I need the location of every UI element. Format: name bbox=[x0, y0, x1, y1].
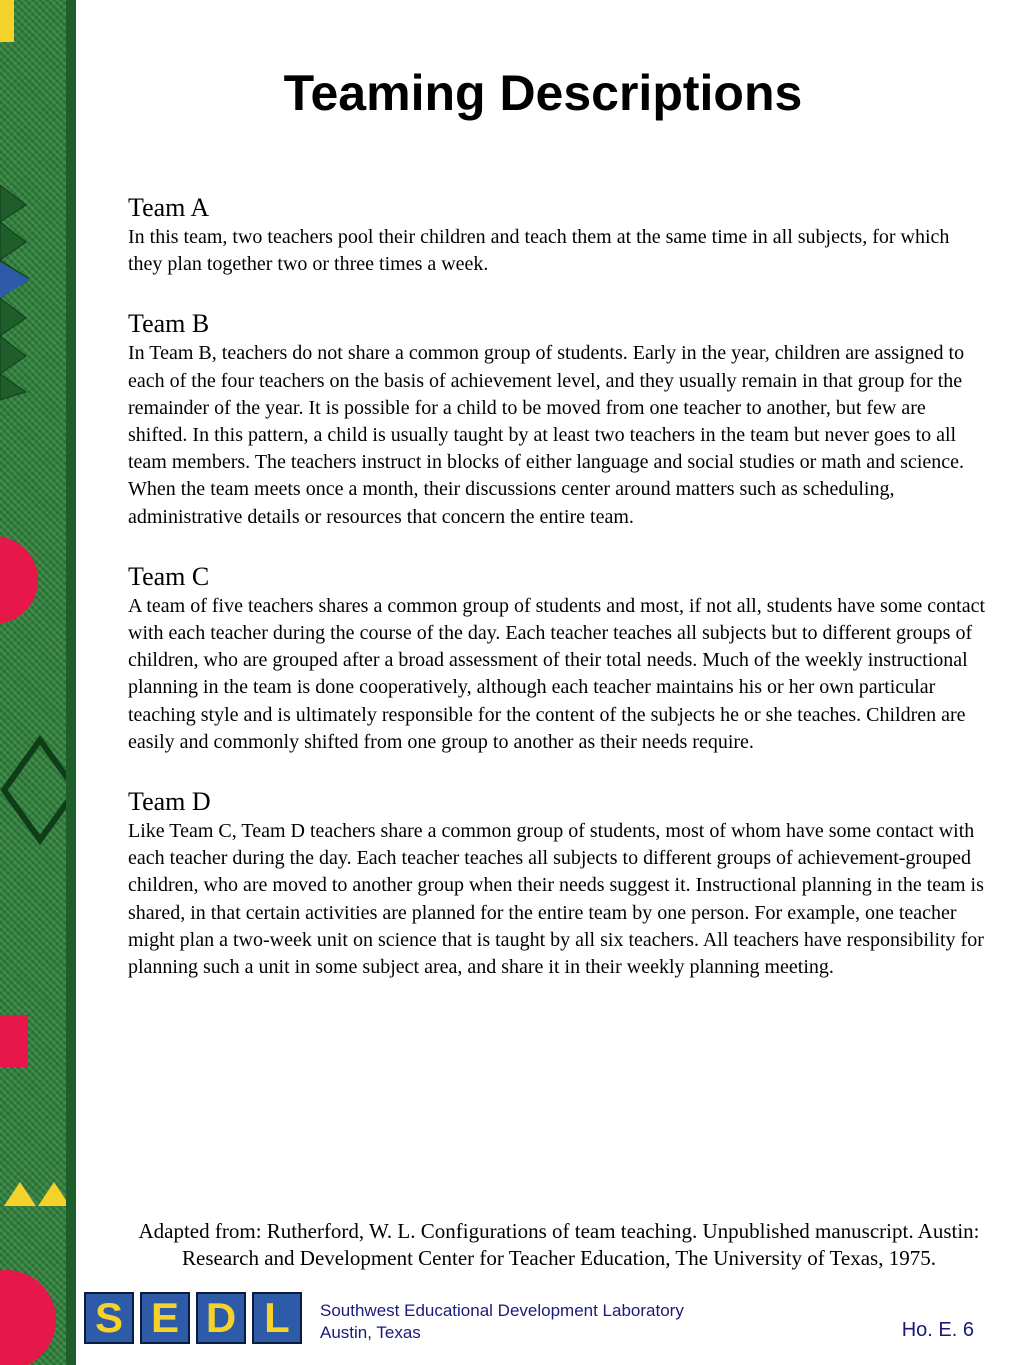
organization-info bbox=[320, 1300, 684, 1344]
citation: Adapted from: Rutherford, W. L. Configurations of team teaching. Unpublished manuscript. Austin: Research and Development Center for Teacher Education, The University of Texas, 1975. bbox=[138, 1219, 980, 1270]
sedl-logo bbox=[84, 1292, 304, 1348]
organization-location: Austin, Texas bbox=[320, 1323, 421, 1342]
team-heading: Team C bbox=[128, 561, 210, 591]
logo-letter: L bbox=[252, 1292, 302, 1344]
decorative-shapes bbox=[0, 0, 76, 1365]
sidebar-stripe bbox=[66, 0, 76, 1365]
team-descriptions bbox=[128, 192, 986, 1011]
team-section bbox=[128, 786, 986, 981]
yellow-triangle-1 bbox=[4, 1182, 36, 1206]
team-heading: Team B bbox=[128, 309, 210, 339]
red-circle-large bbox=[0, 536, 38, 624]
logo-letter: D bbox=[196, 1292, 246, 1344]
team-section bbox=[128, 192, 986, 278]
team-description: In this team, two teachers pool their children and teach them at the same time in all subjects, for which they plan together two or three times a week. bbox=[128, 226, 950, 276]
team-section bbox=[128, 308, 986, 530]
red-square bbox=[0, 1015, 28, 1067]
team-description: Like Team C, Team D teachers share a common group of students, most of whom have some contact with each teacher during the day. Each teacher teaches all subjects to different groups of achievement-grouped children, who are moved to another group when their needs suggest it. Instructional planning in the team is shared, in that certain activities are planned for the entire team by one person. For example, one teacher might plan a two-week unit on science that is taught by all six teachers. All teachers have responsibility for planning such a unit in some subject area, and share it in their weekly planning meeting. bbox=[128, 820, 984, 979]
team-description: In Team B, teachers do not share a common group of students. Early in the year, children are assigned to each of the four teachers on the basis of achievement level, and they usually remain in that group for the remainder of the year. It is possible for a child to be moved from one teacher to another, but few are shifted. In this pattern, a child is usually taught by at least two teachers in the team but never goes to all team members. The teachers instruct in blocks of either language and social studies or math and science. When the team meets once a month, their discussions center around matters such as scheduling, administrative details or resources that concern the entire team. bbox=[128, 342, 965, 528]
handout-id: Ho. E. 6 bbox=[901, 1319, 974, 1341]
team-description: A team of five teachers shares a common group of students and most, if not all, students have some contact with each teacher during the course of the day. Each teacher teaches all subjects but to different groups of children, who are grouped after a broad assessment of their total needs. Much of the weekly instructional planning in the team is done cooperatively, although each teacher maintains his or her own particular teaching style and is ultimately responsible for the content of the subjects he or she teaches. Children are easily and commonly shifted from one group to another as their needs require. bbox=[128, 594, 986, 753]
team-section bbox=[128, 561, 986, 756]
logo-letter: E bbox=[140, 1292, 190, 1344]
team-heading: Team A bbox=[128, 193, 210, 222]
team-heading: Team D bbox=[128, 787, 211, 817]
yellow-bar-top bbox=[0, 0, 14, 42]
page-title: Teaming Descriptions bbox=[283, 65, 803, 121]
blue-triangle bbox=[0, 262, 30, 298]
organization-name: Southwest Educational Development Laboratory bbox=[320, 1301, 684, 1320]
logo-letter: S bbox=[84, 1292, 134, 1344]
decorative-sidebar bbox=[0, 0, 76, 1365]
red-circle-bottom bbox=[0, 1270, 56, 1365]
